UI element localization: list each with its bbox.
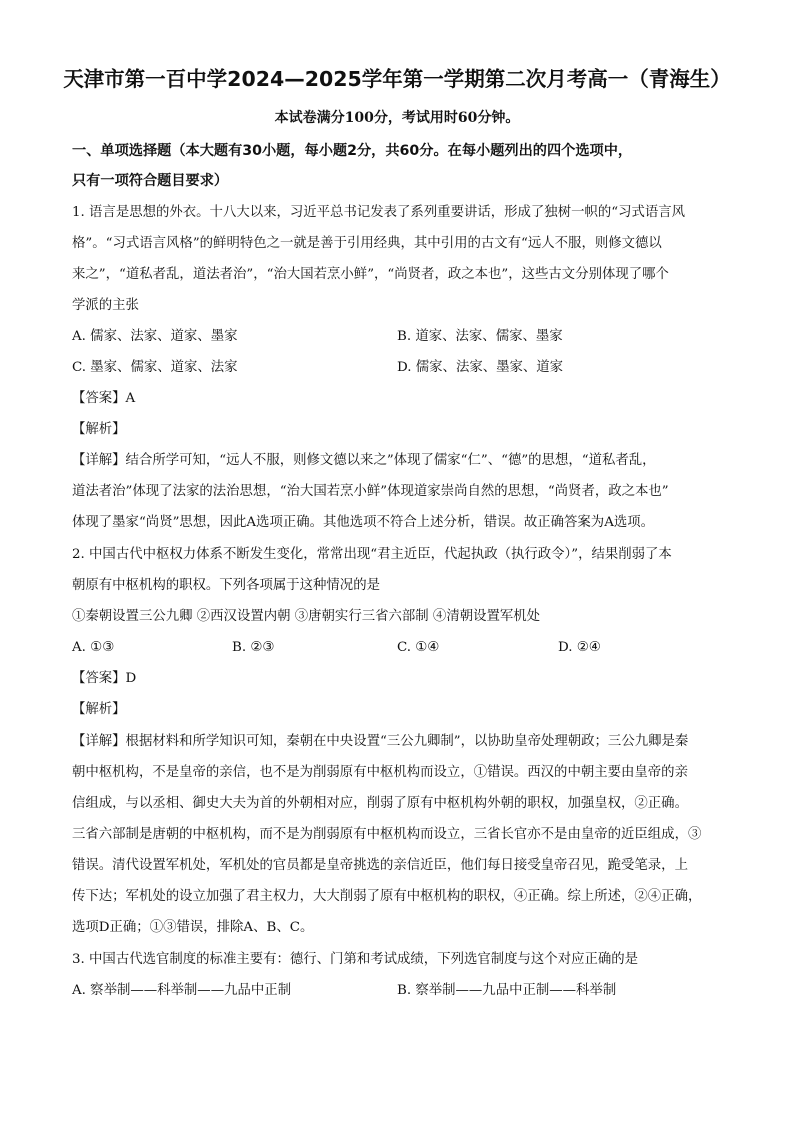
q1-detail-line-3: 体现了墨家“尚贤”思想，因此A选项正确。其他选项不符合上述分析，错误。故正确答案为A选项。 xyxy=(72,515,655,530)
exam-subtitle: 本试卷满分100分，考试用时60分钟。 xyxy=(274,110,520,126)
q3-option-b: B. 察举制——九品中正制——科举制 xyxy=(397,983,617,998)
q2-detail-line-5: 错误。清代设置军机处，军机处的官员都是皇帝挑选的亲信近臣，他们每日接受皇帝召见，跪受笔录，上 xyxy=(72,858,688,873)
q2-option-b: B. ②③ xyxy=(232,640,275,655)
q2-option-a: A. ①③ xyxy=(72,640,115,655)
q1-option-d: D. 儒家、法家、墨家、道家 xyxy=(397,360,564,375)
q1-option-b: B. 道家、法家、儒家、墨家 xyxy=(397,329,563,344)
q2-answer: 【答案】D xyxy=(72,671,137,686)
q2-analysis-label: 【解析】 xyxy=(72,702,126,717)
q2-detail-line-7: 选项D正确；①③错误，排除A、B、C。 xyxy=(72,920,314,935)
q3-stem: 3. 中国古代选官制度的标准主要有：德行、门第和考试成绩，下列选官制度与这个对应正确的是 xyxy=(72,952,639,967)
exam-title: 天津市第一百中学2024—2025学年第一学期第二次月考高一（青海生） xyxy=(63,67,731,91)
q1-detail-line-2: 道法者治”体现了法家的法治思想，“治大国若烹小鲜”体现道家崇尚自然的思想，“尚贤者，政之本也” xyxy=(72,484,669,499)
q3-option-a: A. 察举制——科举制——九品中正制 xyxy=(72,983,292,998)
q2-detail-line-6: 传下达；军机处的设立加强了君主权力，大大削弱了原有中枢机构的职权，④正确。综上所述，②④正确， xyxy=(72,889,702,904)
section-heading-line-2: 只有一项符合题目要求） xyxy=(72,173,229,189)
q2-stem-line-2: 朝原有中枢机构的职权。下列各项属于这种情况的是 xyxy=(72,578,380,593)
q1-option-a: A. 儒家、法家、道家、墨家 xyxy=(72,329,238,344)
q2-items: ①秦朝设置三公九卿 ②西汉设置内朝 ③唐朝实行三省六部制 ④清朝设置军机处 xyxy=(72,609,541,624)
q2-detail-line-1: 【详解】根据材料和所学知识可知，秦朝在中央设置“三公九卿制”，以协助皇帝处理朝政；三公九卿是秦 xyxy=(72,734,689,749)
q2-stem-line-1: 2. 中国古代中枢权力体系不断发生变化，常常出现“君主近臣，代起执政（执行政令）”，结果削弱了本 xyxy=(72,547,672,562)
q1-option-c: C. 墨家、儒家、道家、法家 xyxy=(72,360,238,375)
q1-stem-line-1: 1. 语言是思想的外衣。十八大以来，习近平总书记发表了系列重要讲话，形成了独树一帜的“习式语言风 xyxy=(72,205,686,220)
q1-stem-line-4: 学派的主张 xyxy=(72,298,139,313)
q2-option-d: D. ②④ xyxy=(558,640,601,655)
q1-analysis-label: 【解析】 xyxy=(72,422,126,437)
q1-answer: 【答案】A xyxy=(72,391,136,406)
q2-detail-line-2: 朝中枢机构，不是皇帝的亲信，也不是为削弱原有中枢机构而设立，①错误。西汉的中朝主要由皇帝的亲 xyxy=(72,765,688,780)
q2-detail-line-3: 信组成，与以丞相、御史大夫为首的外朝相对应，削弱了原有中枢机构外朝的职权，加强皇权，②正确。 xyxy=(72,796,688,811)
q1-detail-line-1: 【详解】结合所学可知，“远人不服，则修文德以来之”体现了儒家“仁”、“德”的思想，“道私者乱， xyxy=(72,453,656,468)
q1-stem-line-2: 格”。“习式语言风格”的鲜明特色之一就是善于引用经典，其中引用的古文有“远人不服，则修文德以 xyxy=(72,236,662,251)
q2-option-c: C. ①④ xyxy=(397,640,440,655)
q1-stem-line-3: 来之”，“道私者乱，道法者治”，“治大国若烹小鲜”，“尚贤者，政之本也”，这些古文分别体现了哪个 xyxy=(72,267,669,282)
section-heading-line-1: 一、单项选择题（本大题有30小题，每小题2分，共60分。在每小题列出的四个选项中， xyxy=(72,143,633,159)
q2-detail-line-4: 三省六部制是唐朝的中枢机构，而不是为削弱原有中枢机构而设立，三省长官亦不是由皇帝的近臣组成，③ xyxy=(72,827,702,842)
